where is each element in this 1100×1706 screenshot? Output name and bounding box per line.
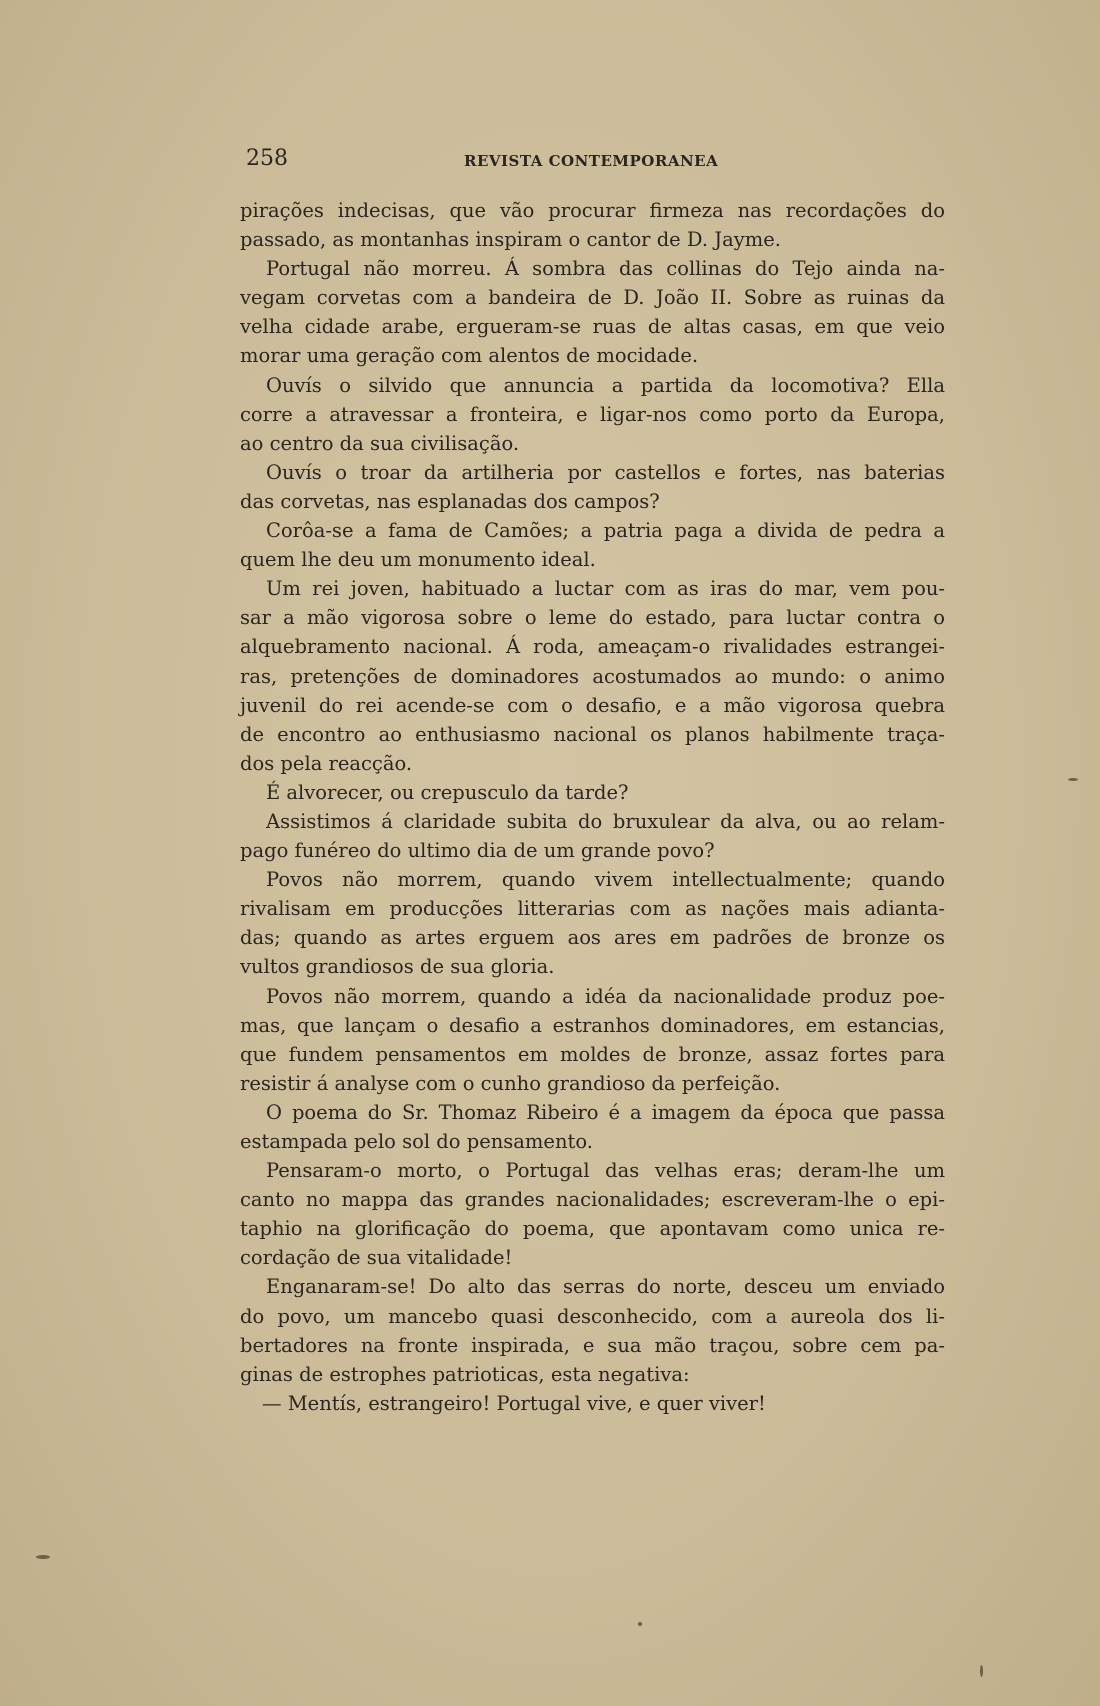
text-line: vultos grandiosos de sua gloria. xyxy=(240,955,555,979)
text-line: Enganaram-se! Do alto das serras do norte, desceu um enviado xyxy=(266,1275,945,1299)
text-line: pago funéreo do ultimo dia de um grande povo? xyxy=(240,839,715,863)
text-line: quem lhe deu um monumento ideal. xyxy=(240,548,596,572)
text-line: resistir á analyse com o cunho grandioso da perfeição. xyxy=(240,1071,781,1095)
text-line: do povo, um mancebo quasi desconhecido, com a aureola dos li- xyxy=(240,1304,945,1328)
text-line: velha cidade arabe, ergueram-se ruas de altas casas, em que veio xyxy=(240,315,945,339)
text-line: Portugal não morreu. Á sombra das collinas do Tejo ainda na- xyxy=(266,257,945,281)
paper-speck xyxy=(980,1665,983,1677)
text-line: Pensaram-o morto, o Portugal das velhas eras; deram-lhe um xyxy=(266,1159,945,1183)
text-line: estampada pelo sol do pensamento. xyxy=(240,1130,593,1153)
page-number: 258 xyxy=(246,146,288,171)
text-line: Povos não morrem, quando vivem intellectualmente; quando xyxy=(266,868,945,892)
text-line: pirações indecisas, que vão procurar firmeza nas recordações do xyxy=(240,199,945,222)
text-line: vegam corvetas com a bandeira de D. João II. Sobre as ruinas da xyxy=(240,286,945,310)
text-line: bertadores na fronte inspirada, e sua mão traçou, sobre cem pa- xyxy=(240,1333,945,1357)
text-line: Povos não morrem, quando a idéa da nacionalidade produz poe- xyxy=(266,984,945,1008)
text-line: ginas de estrophes patrioticas, esta negativa: xyxy=(240,1362,690,1386)
running-title: REVISTA CONTEMPORANEA xyxy=(464,152,719,170)
text-line: canto no mappa das grandes nacionalidades; escreveram-lhe o epi- xyxy=(240,1188,945,1212)
page-header xyxy=(246,140,946,180)
text-line: rivalisam em producções litterarias com as nações mais adianta- xyxy=(240,897,945,921)
text-line: Um rei joven, habituado a luctar com as iras do mar, vem pou- xyxy=(266,577,945,601)
body-text xyxy=(240,196,945,1418)
text-line: taphio na glorificação do poema, que apontavam como unica re- xyxy=(240,1217,945,1241)
paper-speck xyxy=(1068,778,1078,781)
text-line: juvenil do rei acende-se com o desafio, e a mão vigorosa quebra xyxy=(240,693,945,717)
text-line: das corvetas, nas esplanadas dos campos? xyxy=(240,489,660,513)
text-line: ao centro da sua civilisação. xyxy=(240,431,520,455)
text-line: que fundem pensamentos em moldes de bronze, assaz fortes para xyxy=(240,1042,945,1066)
text-line: — Mentís, estrangeiro! Portugal vive, e quer viver! xyxy=(262,1391,766,1415)
text-line: passado, as montanhas inspiram o cantor de D. Jayme. xyxy=(240,228,781,252)
text-line: É alvorecer, ou crepusculo da tarde? xyxy=(266,780,629,804)
text-line: de encontro ao enthusiasmo nacional os planos habilmente traça- xyxy=(240,722,945,746)
text-line: corre a atravessar a fronteira, e ligar-nos como porto da Europa, xyxy=(240,402,945,426)
text-line: O poema do Sr. Thomaz Ribeiro é a imagem da época que passa xyxy=(266,1100,945,1124)
text-line: sar a mão vigorosa sobre o leme do estado, para luctar contra o xyxy=(240,606,945,630)
text-line: alquebramento nacional. Á roda, ameaçam-o rivalidades estrangei- xyxy=(240,635,945,659)
text-line: Ouvís o silvido que annuncia a partida da locomotiva? Ella xyxy=(266,373,945,397)
text-line: ras, pretenções de dominadores acostumados ao mundo: o animo xyxy=(240,664,945,688)
text-line: Assistimos á claridade subita do bruxulear da alva, ou ao relam- xyxy=(266,809,945,833)
text-line: Corôa-se a fama de Camões; a patria paga a divida de pedra a xyxy=(266,519,945,543)
text-line: Ouvís o troar da artilheria por castellos e fortes, nas baterias xyxy=(266,460,945,484)
text-line: dos pela reacção. xyxy=(240,751,413,775)
text-line: cordação de sua vitalidade! xyxy=(240,1246,513,1270)
text-line: morar uma geração com alentos de mocidade. xyxy=(240,344,699,368)
paper-speck xyxy=(36,1555,50,1559)
paper-speck xyxy=(638,1622,642,1626)
text-line: mas, que lançam o desafio a estranhos dominadores, em estancias, xyxy=(240,1013,945,1037)
text-line: das; quando as artes erguem aos ares em padrões de bronze os xyxy=(240,926,945,950)
